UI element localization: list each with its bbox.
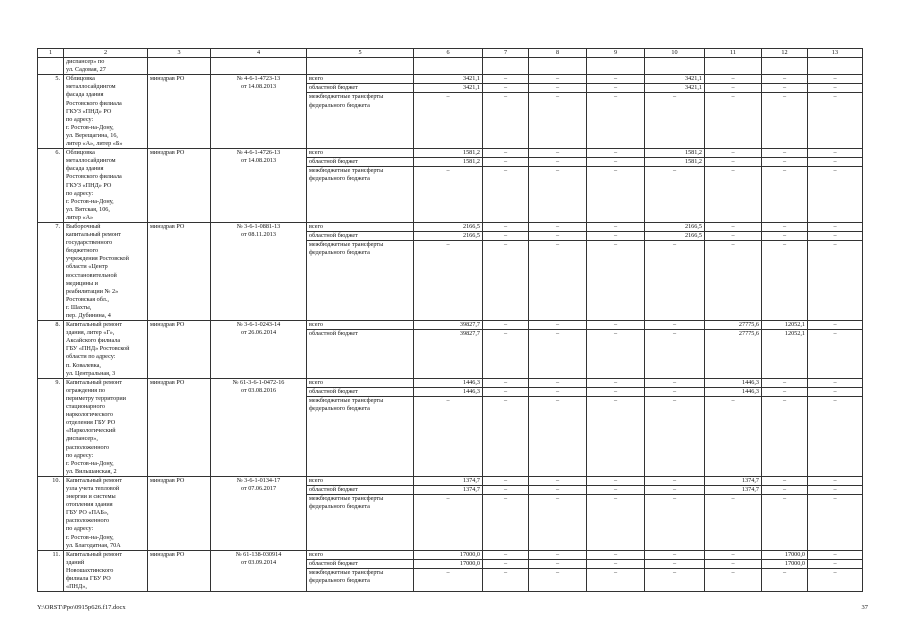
value-cell: – (529, 485, 587, 494)
funding-source-cell: всего (307, 550, 414, 559)
value-cell: – (529, 568, 587, 591)
value-cell: – (762, 241, 808, 321)
funding-source-cell: межбюджетные трансферты федерального бюджета (307, 495, 414, 551)
funding-source-cell: областной бюджет (307, 485, 414, 494)
value-cell: – (483, 378, 529, 387)
value-cell: – (529, 550, 587, 559)
value-cell: – (529, 559, 587, 568)
value-cell: – (587, 222, 645, 231)
value-cell: – (483, 387, 529, 396)
empty-cell (762, 58, 808, 75)
funding-source-cell: межбюджетные трансферты федерального бюджета (307, 93, 414, 149)
value-cell: – (808, 559, 863, 568)
object-name-cell: Облицовка металлосайдингом фасада здания Ростовского филиала ГКУЗ «ПНД» РО по адресу: г. Ростов-на-Дону, ул. Вятская, 106, литер «А» (64, 149, 148, 223)
object-name-cell: Капитальный ремонт зданий Новошахтинского филиала ГБУ РО «ПНД», (64, 550, 148, 591)
organization-cell: минздрав РО (148, 476, 211, 550)
value-cell: – (705, 167, 762, 223)
value-cell: – (705, 149, 762, 158)
value-cell: – (483, 93, 529, 149)
value-cell: – (808, 396, 863, 476)
column-number: 1 (38, 49, 64, 58)
value-cell: – (645, 568, 705, 591)
value-cell: – (587, 321, 645, 330)
object-name-cell: диспансер» по ул. Садовая, 27 (64, 58, 148, 75)
value-cell: – (529, 241, 587, 321)
table-row (38, 222, 863, 231)
column-number: 4 (211, 49, 307, 58)
funding-source-cell: всего (307, 378, 414, 387)
column-number: 6 (414, 49, 483, 58)
value-cell: – (483, 167, 529, 223)
document-cell: № 3-6-1-0134-17 от 07.06.2017 (211, 476, 307, 550)
value-cell: – (808, 149, 863, 158)
empty-cell (645, 58, 705, 75)
value-cell: 3421,1 (414, 75, 483, 84)
object-name-cell: Капитальный ремонт ограждения по периметру территории стационарного наркологического отделения ГБУ РО «Наркологический диспансер», расположенного по адресу: г. Ростов-на-Дону, ул. Вильшанская, 2 (64, 378, 148, 476)
value-cell: – (483, 485, 529, 494)
value-cell: – (587, 568, 645, 591)
value-cell: – (705, 222, 762, 231)
value-cell: 17000,0 (762, 550, 808, 559)
value-cell: – (587, 485, 645, 494)
value-cell: – (808, 330, 863, 379)
value-cell: – (762, 93, 808, 149)
value-cell: – (808, 476, 863, 485)
column-number: 8 (529, 49, 587, 58)
table-row (38, 476, 863, 485)
value-cell: – (808, 222, 863, 231)
value-cell: – (645, 378, 705, 387)
value-cell: – (529, 387, 587, 396)
column-number: 12 (762, 49, 808, 58)
value-cell: – (705, 93, 762, 149)
value-cell: – (529, 232, 587, 241)
funding-source-cell: всего (307, 321, 414, 330)
value-cell: – (705, 84, 762, 93)
value-cell: – (529, 167, 587, 223)
value-cell: – (705, 559, 762, 568)
funding-source-cell: межбюджетные трансферты федерального бюджета (307, 241, 414, 321)
value-cell: – (483, 495, 529, 551)
column-number: 5 (307, 49, 414, 58)
document-cell: № 3-6-1-0881-13 от 08.11.2013 (211, 222, 307, 320)
value-cell: – (808, 321, 863, 330)
value-cell: – (808, 495, 863, 551)
funding-source-cell: областной бюджет (307, 84, 414, 93)
column-number: 3 (148, 49, 211, 58)
funding-source-cell: областной бюджет (307, 387, 414, 396)
funding-source-cell: межбюджетные трансферты федерального бюджета (307, 396, 414, 476)
value-cell: – (587, 167, 645, 223)
value-cell: 1374,7 (414, 485, 483, 494)
object-name-cell: Капитальный ремонт здания, литер «Г», Аксайского филиала ГБУ «ПНД» Ростовской области по адресу: п. Ковалевка, ул. Центральная, 3 (64, 321, 148, 379)
column-number: 7 (483, 49, 529, 58)
table-row (38, 550, 863, 559)
value-cell: – (808, 241, 863, 321)
row-number-cell: 8. (38, 321, 64, 379)
funding-source-cell: всего (307, 75, 414, 84)
value-cell: – (645, 93, 705, 149)
value-cell: – (705, 241, 762, 321)
empty-cell (529, 58, 587, 75)
value-cell: 1581,2 (645, 149, 705, 158)
value-cell: – (483, 396, 529, 476)
value-cell: – (705, 568, 762, 591)
footer-file-path: Y:\ORST\Ppo\0915p626.f17.docx (37, 604, 126, 611)
empty-cell (587, 58, 645, 75)
column-number: 2 (64, 49, 148, 58)
value-cell: – (587, 75, 645, 84)
value-cell: – (529, 495, 587, 551)
value-cell: – (645, 241, 705, 321)
value-cell: 1446,3 (705, 378, 762, 387)
value-cell: – (705, 158, 762, 167)
value-cell: – (587, 378, 645, 387)
value-cell: – (587, 387, 645, 396)
value-cell: 27775,6 (705, 321, 762, 330)
value-cell: – (529, 75, 587, 84)
value-cell: – (587, 149, 645, 158)
value-cell: – (587, 495, 645, 551)
empty-cell (148, 58, 211, 75)
value-cell: – (705, 75, 762, 84)
value-cell: 12052,1 (762, 330, 808, 379)
funding-source-cell: всего (307, 476, 414, 485)
funding-source-cell: областной бюджет (307, 330, 414, 379)
organization-cell: минздрав РО (148, 149, 211, 223)
value-cell: 1374,7 (705, 485, 762, 494)
value-cell: – (414, 396, 483, 476)
value-cell: – (483, 321, 529, 330)
value-cell: – (529, 378, 587, 387)
column-number: 9 (587, 49, 645, 58)
value-cell: 1446,3 (414, 378, 483, 387)
value-cell: – (645, 550, 705, 559)
document-cell: № 61-3-6-1-0472-16 от 03.08.2016 (211, 378, 307, 476)
value-cell: – (483, 158, 529, 167)
value-cell: – (762, 84, 808, 93)
value-cell: – (808, 485, 863, 494)
value-cell: – (762, 149, 808, 158)
value-cell: 3421,1 (645, 75, 705, 84)
value-cell: – (483, 568, 529, 591)
empty-cell (483, 58, 529, 75)
value-cell: – (762, 396, 808, 476)
value-cell: – (483, 559, 529, 568)
value-cell: – (645, 167, 705, 223)
value-cell: – (705, 550, 762, 559)
value-cell: – (808, 75, 863, 84)
value-cell: – (483, 550, 529, 559)
value-cell: 2166,5 (645, 232, 705, 241)
value-cell: – (645, 495, 705, 551)
value-cell: – (587, 241, 645, 321)
value-cell: 3421,1 (414, 84, 483, 93)
table-row (38, 378, 863, 387)
organization-cell: минздрав РО (148, 222, 211, 320)
table-row (38, 321, 863, 330)
organization-cell: минздрав РО (148, 321, 211, 379)
value-cell: – (414, 495, 483, 551)
value-cell: – (705, 396, 762, 476)
value-cell: – (762, 387, 808, 396)
value-cell: – (645, 321, 705, 330)
value-cell: 3421,1 (645, 84, 705, 93)
value-cell: – (483, 84, 529, 93)
value-cell: – (587, 396, 645, 476)
value-cell: – (762, 495, 808, 551)
value-cell: 1581,2 (645, 158, 705, 167)
funding-source-cell: областной бюджет (307, 559, 414, 568)
column-number-row (38, 49, 863, 58)
document-cell: № 61-138-030914 от 03.09.2014 (211, 550, 307, 591)
value-cell: – (414, 167, 483, 223)
value-cell: – (645, 387, 705, 396)
organization-cell: минздрав РО (148, 550, 211, 591)
value-cell: – (483, 330, 529, 379)
value-cell: – (645, 559, 705, 568)
value-cell: – (587, 93, 645, 149)
value-cell: 17000,0 (414, 559, 483, 568)
document-cell: № 4-6-1-4723-13 от 14.08.2013 (211, 75, 307, 149)
funding-source-cell: межбюджетные трансферты федерального бюджета (307, 568, 414, 591)
value-cell: – (483, 476, 529, 485)
table-row (38, 75, 863, 84)
value-cell: – (587, 330, 645, 379)
value-cell: 1581,2 (414, 149, 483, 158)
value-cell: – (483, 232, 529, 241)
organization-cell: минздрав РО (148, 378, 211, 476)
value-cell: 2166,5 (645, 222, 705, 231)
value-cell: – (587, 550, 645, 559)
value-cell: – (587, 84, 645, 93)
value-cell: 1581,2 (414, 158, 483, 167)
value-cell: – (529, 93, 587, 149)
funding-source-cell: межбюджетные трансферты федерального бюджета (307, 167, 414, 223)
value-cell: – (587, 232, 645, 241)
continuation-row (38, 58, 863, 75)
value-cell: – (483, 222, 529, 231)
value-cell: – (762, 476, 808, 485)
value-cell: – (762, 378, 808, 387)
value-cell: – (705, 495, 762, 551)
document-cell: № 3-6-1-0243-14 от 26.06.2014 (211, 321, 307, 379)
value-cell: – (587, 559, 645, 568)
column-number: 10 (645, 49, 705, 58)
row-number-cell: 7. (38, 222, 64, 320)
value-cell: 2166,5 (414, 222, 483, 231)
value-cell: – (529, 158, 587, 167)
column-number: 11 (705, 49, 762, 58)
funding-source-cell: всего (307, 149, 414, 158)
funding-source-cell: областной бюджет (307, 232, 414, 241)
value-cell: 17000,0 (762, 559, 808, 568)
row-number-cell: 5. (38, 75, 64, 149)
value-cell: – (808, 232, 863, 241)
row-number-cell: 9. (38, 378, 64, 476)
value-cell: – (529, 476, 587, 485)
value-cell: – (808, 84, 863, 93)
value-cell: 1446,3 (705, 387, 762, 396)
value-cell: – (808, 387, 863, 396)
row-number-cell: 6. (38, 149, 64, 223)
value-cell: – (645, 330, 705, 379)
value-cell: – (414, 568, 483, 591)
value-cell: 1446,3 (414, 387, 483, 396)
funding-source-cell: всего (307, 222, 414, 231)
value-cell: – (483, 149, 529, 158)
value-cell: 1374,7 (414, 476, 483, 485)
value-cell: – (645, 396, 705, 476)
value-cell: – (762, 568, 808, 591)
row-number-cell: 11. (38, 550, 64, 591)
footer-page-number: 37 (861, 604, 868, 611)
row-number-cell: 10. (38, 476, 64, 550)
table-row (38, 149, 863, 158)
value-cell: 17000,0 (414, 550, 483, 559)
empty-cell (211, 58, 307, 75)
value-cell: – (762, 222, 808, 231)
value-cell: – (529, 222, 587, 231)
value-cell: – (414, 93, 483, 149)
object-name-cell: Выборочный капитальный ремонт государственного бюджетного учреждения Ростовской области «Центр восстановительной медицины и реабилитации № 2» Ростовская обл., г. Шахты, пер. Дубинина, 4 (64, 222, 148, 320)
value-cell: – (705, 232, 762, 241)
value-cell: – (587, 158, 645, 167)
value-cell: – (762, 167, 808, 223)
empty-cell (414, 58, 483, 75)
object-name-cell: Облицовка металлосайдингом фасада здания Ростовского филиала ГКУЗ «ПНД» РО по адресу: г. Ростов-на-Дону, ул. Верещагина, 16, литер «А», литер «Б» (64, 75, 148, 149)
value-cell: – (414, 241, 483, 321)
value-cell: 2166,5 (414, 232, 483, 241)
value-cell: – (587, 476, 645, 485)
value-cell: – (483, 75, 529, 84)
empty-cell (705, 58, 762, 75)
document-cell: № 4-6-1-4726-13 от 14.08.2013 (211, 149, 307, 223)
value-cell: – (808, 550, 863, 559)
value-cell: – (645, 476, 705, 485)
value-cell: 12052,1 (762, 321, 808, 330)
value-cell: – (762, 232, 808, 241)
financing-table (37, 48, 863, 592)
value-cell: – (529, 84, 587, 93)
value-cell: – (808, 568, 863, 591)
column-number: 13 (808, 49, 863, 58)
value-cell: – (808, 158, 863, 167)
value-cell: – (529, 396, 587, 476)
value-cell: – (645, 485, 705, 494)
empty-cell (808, 58, 863, 75)
funding-source-cell: областной бюджет (307, 158, 414, 167)
value-cell: – (529, 149, 587, 158)
value-cell: – (529, 321, 587, 330)
value-cell: – (762, 158, 808, 167)
value-cell: – (762, 75, 808, 84)
organization-cell: минздрав РО (148, 75, 211, 149)
value-cell: – (808, 378, 863, 387)
value-cell: 27775,6 (705, 330, 762, 379)
value-cell: – (483, 241, 529, 321)
row-number-cell (38, 58, 64, 75)
value-cell: – (808, 93, 863, 149)
empty-cell (307, 58, 414, 75)
value-cell: 39827,7 (414, 321, 483, 330)
object-name-cell: Капитальный ремонт узла учета тепловой энергии и системы отопления здания ГБУ РО «ПАБ», расположенного по адресу: г. Ростов-на-Дону, ул. Благодатная, 70А (64, 476, 148, 550)
value-cell: 39827,7 (414, 330, 483, 379)
value-cell: – (808, 167, 863, 223)
value-cell: – (762, 485, 808, 494)
value-cell: – (529, 330, 587, 379)
value-cell: 1374,7 (705, 476, 762, 485)
